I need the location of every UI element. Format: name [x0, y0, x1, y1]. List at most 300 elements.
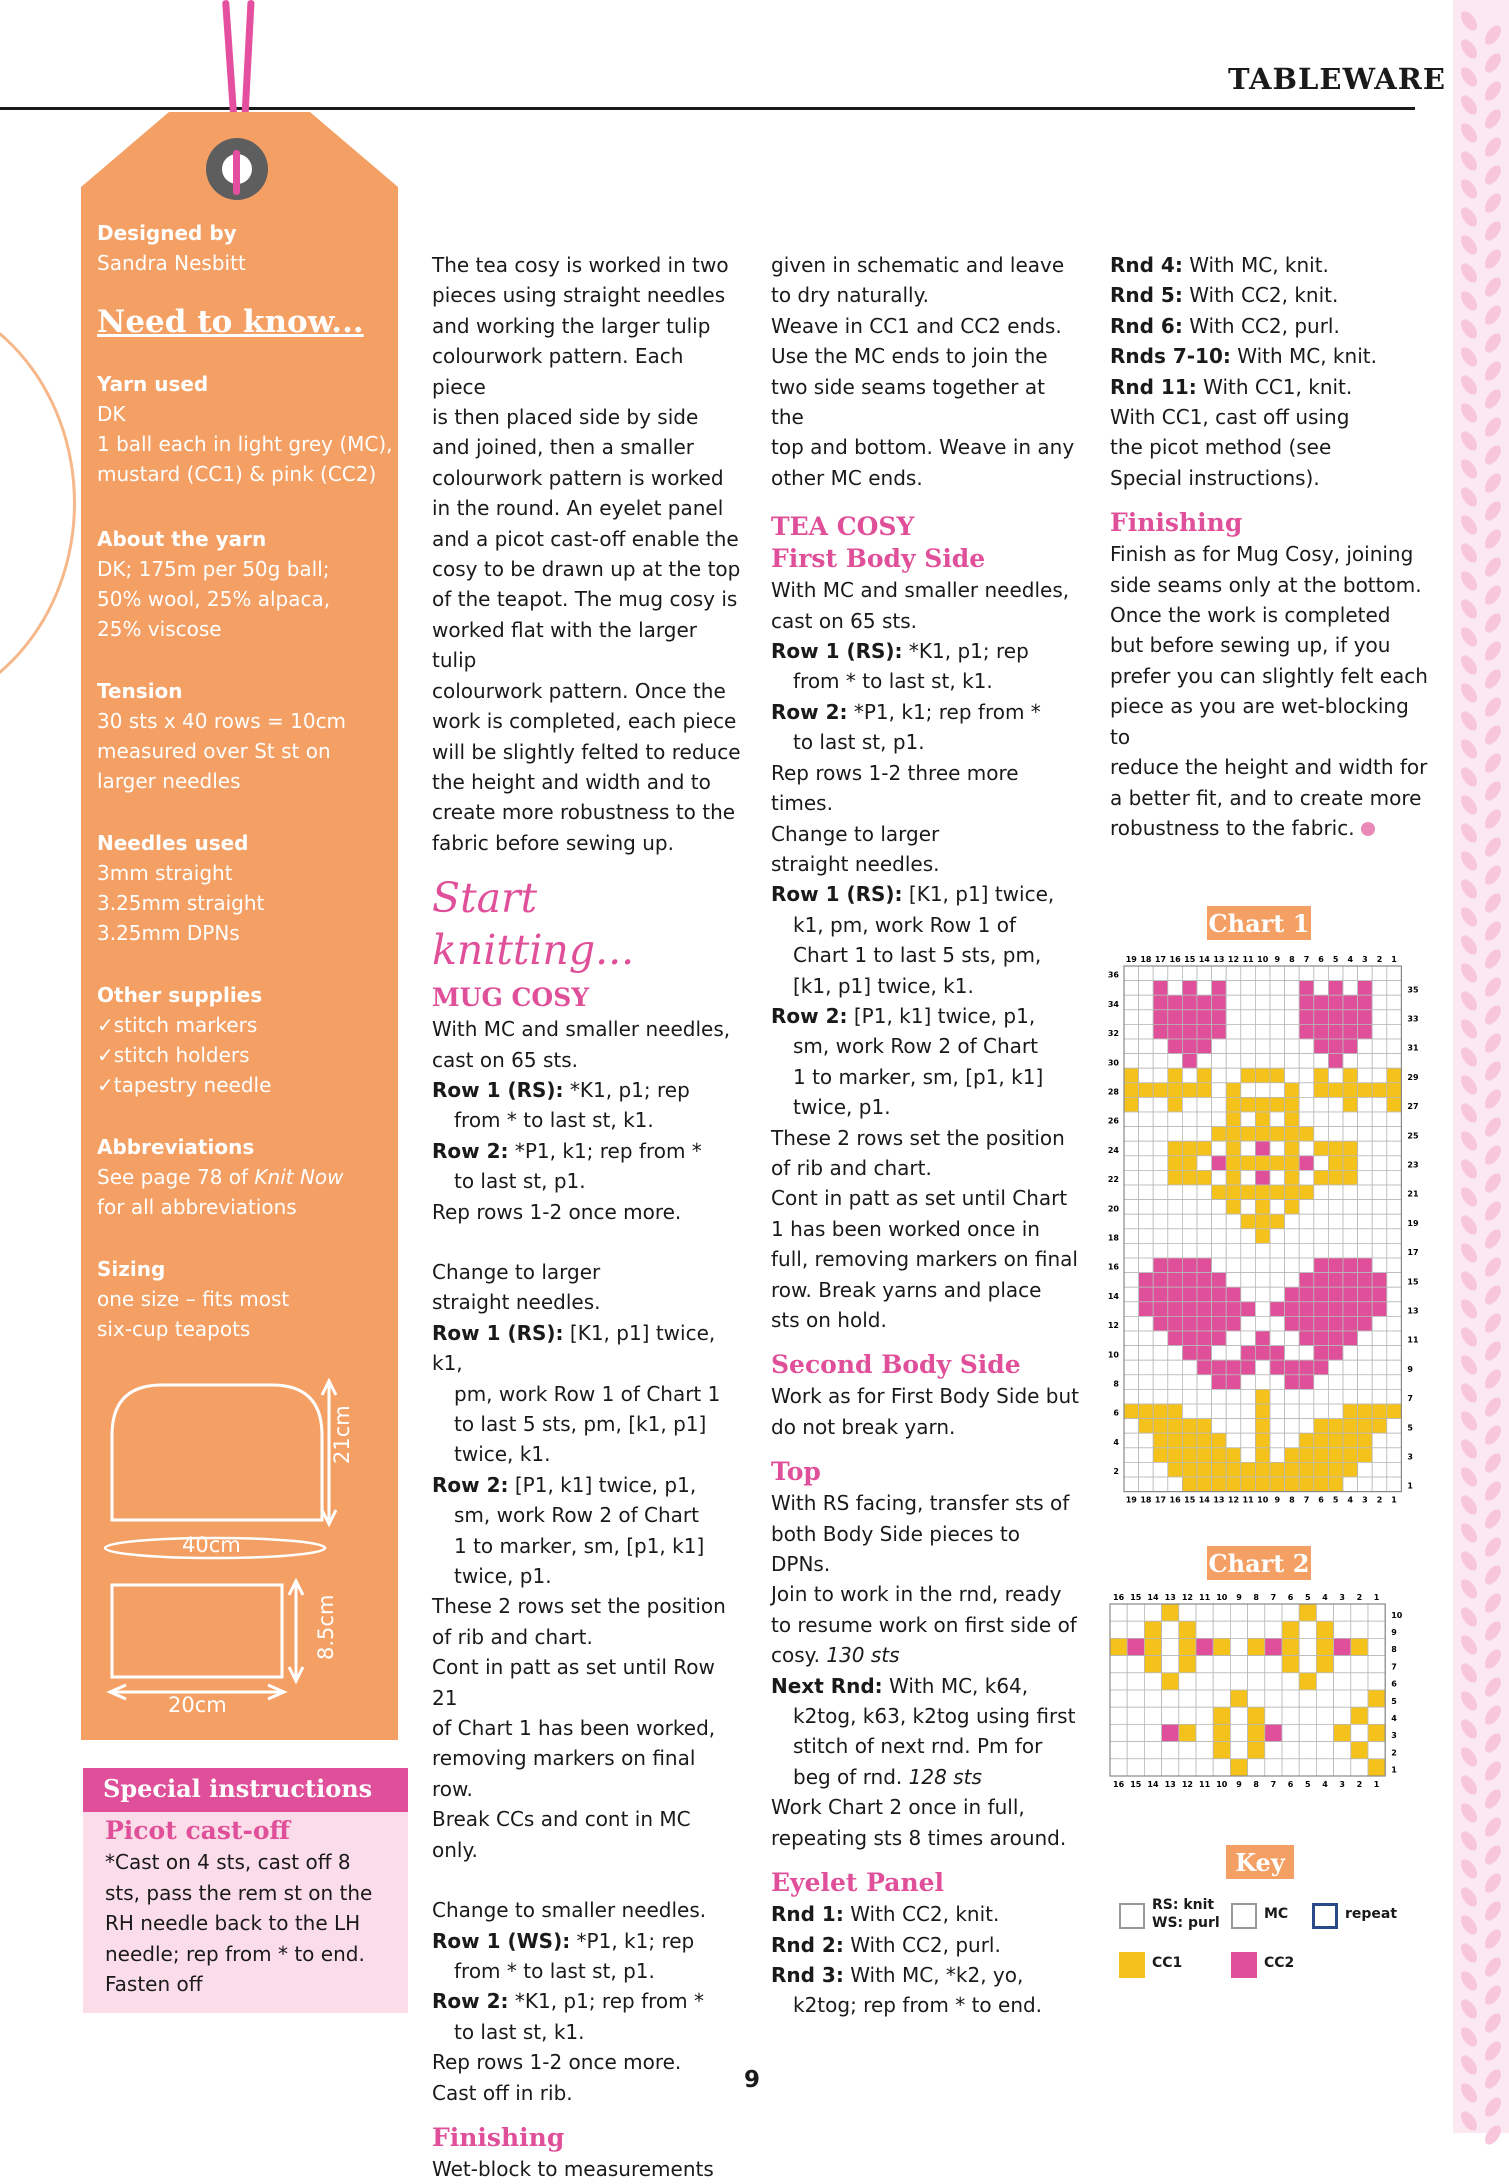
- chart-cell: [1124, 1039, 1139, 1054]
- border-leaf: [1482, 1899, 1504, 1924]
- chart-cell: [1328, 1287, 1343, 1302]
- chart-cell: [1372, 1229, 1387, 1244]
- border-leaf: [1482, 583, 1504, 608]
- chart-cell: [1316, 1621, 1333, 1638]
- chart-cell: [1299, 1419, 1314, 1434]
- tension-line: 30 sts x 40 rows = 10cm: [97, 709, 347, 733]
- chart-cell: [1241, 1243, 1256, 1258]
- chart-cell: [1372, 1360, 1387, 1375]
- row-label: Row 2:: [432, 1472, 509, 1497]
- chart-cell: [1168, 1448, 1183, 1463]
- border-leaf: [1482, 1227, 1504, 1252]
- chart-cell: [1343, 1200, 1358, 1215]
- yarn-used-label: Yarn used: [97, 372, 209, 396]
- chart-cell: [1139, 1068, 1154, 1083]
- chart-cell: [1168, 1127, 1183, 1142]
- designer-name: Sandra Nesbitt: [97, 251, 246, 275]
- border-leaf: [1482, 1283, 1504, 1308]
- border-leaf: [1458, 1885, 1480, 1910]
- chart-cell: [1248, 1673, 1265, 1690]
- chart-cell: [1358, 1083, 1373, 1098]
- chart-cell: [1328, 1477, 1343, 1492]
- row-label: Row 2:: [771, 1003, 848, 1028]
- border-leaf: [1458, 2025, 1480, 2050]
- chart-cell: [1179, 1673, 1196, 1690]
- chart-tick-label: 4: [1322, 1593, 1328, 1602]
- chart-cell: [1124, 1477, 1139, 1492]
- chart-cell: [1343, 1433, 1358, 1448]
- chart-cell: [1110, 1604, 1127, 1621]
- chart-cell: [1153, 1273, 1168, 1288]
- chart-cell: [1299, 1621, 1316, 1638]
- chart-cell: [1196, 1656, 1213, 1673]
- chart-cell: [1212, 1229, 1227, 1244]
- border-leaf: [1458, 289, 1480, 314]
- about-yarn-line: 25% viscose: [97, 617, 222, 641]
- chart-cell: [1328, 1068, 1343, 1083]
- chart-tick-label: 19: [1125, 955, 1137, 964]
- chart-cell: [1226, 1024, 1241, 1039]
- chart-cell: [1153, 1185, 1168, 1200]
- chart-cell: [1124, 1229, 1139, 1244]
- border-leaf: [1458, 1605, 1480, 1630]
- chart-cell: [1162, 1690, 1179, 1707]
- chart-cell: [1316, 1690, 1333, 1707]
- chart-cell: [1139, 995, 1154, 1010]
- text-line: Weave in CC1 and CC2 ends.: [771, 313, 1062, 338]
- chart-cell: [1270, 1287, 1285, 1302]
- chart-row-label: 18: [1107, 1233, 1119, 1243]
- text-line: the height and width and to: [432, 769, 711, 794]
- chart-cell: [1144, 1673, 1161, 1690]
- chart-cell: [1124, 1360, 1139, 1375]
- chart-cell: [1153, 1375, 1168, 1390]
- border-leaf: [1482, 1731, 1504, 1756]
- chart-cell: [1168, 1229, 1183, 1244]
- chart-cell: [1182, 1024, 1197, 1039]
- stitch-count: 128 sts: [908, 1764, 982, 1789]
- text-line: repeating sts 8 times around.: [771, 1825, 1067, 1850]
- rs-knit-label: RS: knit: [1152, 1897, 1215, 1913]
- instruction-row: [432, 1318, 742, 1379]
- chart-cell: [1153, 1360, 1168, 1375]
- chart-cell: [1328, 1010, 1343, 1025]
- chart-cell: [1168, 966, 1183, 981]
- chart-cell: [1387, 1185, 1402, 1200]
- border-leaf: [1482, 303, 1504, 328]
- chart-cell: [1270, 1170, 1285, 1185]
- border-leaf: [1482, 1647, 1504, 1672]
- chart-row-label: 25: [1407, 1131, 1419, 1141]
- row-text: With CC2, knit.: [843, 1902, 1000, 1927]
- chart-cell: [1270, 1200, 1285, 1215]
- chart-row-label: 2: [1113, 1467, 1119, 1477]
- chart-cell: [1197, 1302, 1212, 1317]
- chart-cell: [1226, 1448, 1241, 1463]
- chart-cell: [1230, 1742, 1247, 1759]
- chart-tick-label: 7: [1270, 1780, 1277, 1789]
- chart-cell: [1124, 1316, 1139, 1331]
- chart-cell: [1358, 1287, 1373, 1302]
- chart-cell: [1343, 1214, 1358, 1229]
- chart-row-label: 15: [1407, 1277, 1419, 1287]
- chart-cell: [1139, 1287, 1154, 1302]
- chart-cell: [1182, 1404, 1197, 1419]
- row-text: With MC, k64,: [882, 1673, 1029, 1698]
- chart-cell: [1162, 1638, 1179, 1655]
- chart-cell: [1285, 1229, 1300, 1244]
- instruction-row: [771, 636, 1081, 666]
- border-leaf: [1482, 359, 1504, 384]
- chart-cell: [1212, 1404, 1227, 1419]
- chart-cell: [1372, 1127, 1387, 1142]
- row-label: Rnd 5:: [1110, 283, 1183, 308]
- text-line: from * to last st, k1.: [454, 1108, 654, 1133]
- text-line: from * to last st, p1.: [454, 1958, 655, 1983]
- text-line: fabric before sewing up.: [432, 830, 674, 855]
- chart-cell: [1248, 1690, 1265, 1707]
- ws-purl-label: WS: purl: [1152, 1915, 1220, 1931]
- chart-cell: [1226, 1273, 1241, 1288]
- chart-cell: [1197, 1360, 1212, 1375]
- border-leaf: [1482, 79, 1504, 104]
- chart-cell: [1197, 995, 1212, 1010]
- border-leaf: [1482, 1423, 1504, 1448]
- border-leaf: [1458, 1549, 1480, 1574]
- needles-block: [97, 828, 264, 948]
- top-heading: Top: [771, 1457, 821, 1487]
- border-leaf: [1482, 1563, 1504, 1588]
- row-label: Row 1 (RS):: [432, 1320, 564, 1345]
- chart-cell: [1334, 1724, 1351, 1741]
- instruction-row: [432, 1470, 742, 1500]
- chart-cell: [1124, 1141, 1139, 1156]
- text-line: removing markers on final row.: [432, 1746, 696, 1801]
- chart-cell: [1387, 1200, 1402, 1215]
- chart-cell: [1226, 1097, 1241, 1112]
- border-leaf: [1482, 1199, 1504, 1224]
- chart-cell: [1153, 1200, 1168, 1215]
- chart-cell: [1285, 1433, 1300, 1448]
- text-line: straight needles.: [771, 851, 940, 876]
- text-line: side seams only at the bottom.: [1110, 572, 1422, 597]
- text-line: sts on hold.: [771, 1308, 887, 1332]
- chart-cell: [1299, 1742, 1316, 1759]
- chart-row-label: 16: [1107, 1262, 1119, 1272]
- chart-cell: [1314, 1389, 1329, 1404]
- chart-2-title: Chart 2: [1207, 1546, 1311, 1580]
- chart-cell: [1168, 1273, 1183, 1288]
- chart-cell: [1270, 1112, 1285, 1127]
- chart-cell: [1299, 1141, 1314, 1156]
- chart-tick-label: 9: [1236, 1593, 1242, 1602]
- chart-cell: [1226, 1214, 1241, 1229]
- chart-cell: [1168, 1477, 1183, 1492]
- chart-cell: [1241, 1316, 1256, 1331]
- chart-cell: [1226, 1141, 1241, 1156]
- chart-cell: [1182, 1214, 1197, 1229]
- text-line: With MC and smaller needles,: [432, 1017, 731, 1042]
- chart-tick-label: 1: [1373, 1593, 1380, 1602]
- chart-cell: [1372, 1316, 1387, 1331]
- chart-cell: [1328, 1433, 1343, 1448]
- chart-cell: [1168, 1083, 1183, 1098]
- chart-cell: [1314, 1287, 1329, 1302]
- chart-cell: [1139, 1185, 1154, 1200]
- chart-cell: [1182, 966, 1197, 981]
- chart-cell: [1182, 1287, 1197, 1302]
- chart-cell: [1162, 1604, 1179, 1621]
- chart-cell: [1351, 1742, 1368, 1759]
- chart-cell: [1124, 1419, 1139, 1434]
- chart-cell: [1197, 1156, 1212, 1171]
- chart-tick-label: 7: [1270, 1593, 1277, 1602]
- chart-cell: [1230, 1690, 1247, 1707]
- chart-cell: [1358, 1112, 1373, 1127]
- chart-cell: [1343, 1331, 1358, 1346]
- repeat-label: repeat: [1345, 1906, 1398, 1922]
- chart-cell: [1230, 1621, 1247, 1638]
- chart-cell: [1139, 1112, 1154, 1127]
- text-line: [1110, 813, 1430, 843]
- chart-cell: [1270, 1185, 1285, 1200]
- chart-cell: [1197, 981, 1212, 996]
- border-leaf: [1458, 1745, 1480, 1770]
- chart-cell: [1153, 1316, 1168, 1331]
- row-text: With MC, knit.: [1230, 344, 1377, 369]
- chart-cell: [1197, 1068, 1212, 1083]
- chart-cell: [1255, 1112, 1270, 1127]
- chart-cell: [1127, 1707, 1144, 1724]
- text-line: [k1, p1] twice, k1.: [793, 973, 974, 998]
- chart-cell: [1144, 1707, 1161, 1724]
- border-leaf: [1458, 1717, 1480, 1742]
- chart-cell: [1299, 1243, 1314, 1258]
- chart-cell: [1270, 1448, 1285, 1463]
- chart-cell: [1255, 1185, 1270, 1200]
- chart-cell: [1255, 1097, 1270, 1112]
- chart-cell: [1212, 1375, 1227, 1390]
- chart-cell: [1182, 1433, 1197, 1448]
- chart-cell: [1197, 1083, 1212, 1098]
- chart-row-label: 21: [1407, 1189, 1419, 1199]
- chart-cell: [1213, 1604, 1230, 1621]
- chart-cell: [1127, 1759, 1144, 1776]
- border-leaf: [1458, 905, 1480, 930]
- chart-cell: [1255, 1302, 1270, 1317]
- chart-cell: [1299, 1170, 1314, 1185]
- chart-tick-label: 5: [1332, 955, 1339, 964]
- chart-row-label: 1: [1407, 1481, 1413, 1491]
- row-text: *P1, k1; rep: [570, 1928, 695, 1953]
- chart-cell: [1351, 1621, 1368, 1638]
- row-label: Rnd 3:: [771, 1962, 844, 1987]
- chart-cell: [1124, 1010, 1139, 1025]
- chart-tick-label: 11: [1199, 1593, 1211, 1602]
- chart-cell: [1197, 1448, 1212, 1463]
- chart-tick-label: 12: [1181, 1780, 1193, 1789]
- border-leaf: [1458, 961, 1480, 986]
- chart-cell: [1241, 1287, 1256, 1302]
- chart-cell: [1343, 981, 1358, 996]
- chart-cell: [1282, 1621, 1299, 1638]
- chart-cell: [1241, 1477, 1256, 1492]
- border-leaf: [1458, 653, 1480, 678]
- chart-tick-label: 2: [1376, 955, 1383, 964]
- text-line: a better fit, and to create more: [1110, 785, 1422, 810]
- chart-row-label: 28: [1107, 1087, 1119, 1097]
- chart-cell: [1328, 1229, 1343, 1244]
- row-label: Rnds 7-10:: [1110, 344, 1231, 369]
- chart-cell: [1328, 1185, 1343, 1200]
- chart-cell: [1372, 1097, 1387, 1112]
- row-label: Row 1 (WS):: [432, 1928, 571, 1953]
- chart-tick-label: 3: [1339, 1593, 1345, 1602]
- text-line: sm, work Row 2 of Chart: [454, 1503, 699, 1528]
- chart-cell: [1343, 1024, 1358, 1039]
- border-leaf: [1482, 919, 1504, 944]
- text-line: pieces using straight needles: [432, 283, 726, 308]
- border-leaf: [1482, 1759, 1504, 1784]
- chart-cell: [1299, 1690, 1316, 1707]
- chart-cell: [1372, 1273, 1387, 1288]
- border-leaf: [1458, 345, 1480, 370]
- chart-cell: [1314, 1243, 1329, 1258]
- chart-cell: [1139, 1360, 1154, 1375]
- chart-cell: [1153, 1331, 1168, 1346]
- chart-cell: [1124, 1170, 1139, 1185]
- chart-cell: [1168, 1185, 1183, 1200]
- chart-cell: [1197, 1258, 1212, 1273]
- border-leaf: [1482, 611, 1504, 636]
- chart-cell: [1270, 1083, 1285, 1098]
- text-line: Change to smaller needles.: [432, 1898, 707, 1923]
- chart-cell: [1255, 1039, 1270, 1054]
- chart-cell: [1153, 1389, 1168, 1404]
- chart-cell: [1270, 1156, 1285, 1171]
- chart-cell: [1255, 1360, 1270, 1375]
- text-line: With MC and smaller needles,: [771, 578, 1070, 603]
- chart-cell: [1226, 1127, 1241, 1142]
- chart-cell: [1226, 1462, 1241, 1477]
- chart-cell: [1270, 995, 1285, 1010]
- chart-tick-label: 16: [1169, 1495, 1181, 1505]
- chart-cell: [1241, 1097, 1256, 1112]
- chart-cell: [1328, 1302, 1343, 1317]
- border-leaf: [1458, 1857, 1480, 1882]
- chart-cell: [1212, 1141, 1227, 1156]
- chart-row-label: 3: [1407, 1452, 1413, 1462]
- chart-cell: [1328, 1083, 1343, 1098]
- border-leaf: [1458, 2053, 1480, 2078]
- row-label: Row 1 (RS):: [432, 1077, 564, 1102]
- border-leaf: [1482, 275, 1504, 300]
- chart-cell: [1153, 1258, 1168, 1273]
- chart-cell: [1179, 1759, 1196, 1776]
- chart-cell: [1372, 1389, 1387, 1404]
- chart-cell: [1314, 1331, 1329, 1346]
- page-number: 9: [744, 2067, 761, 2093]
- text-line: will be slightly felted to reduce: [432, 739, 741, 764]
- chart-cell: [1314, 1433, 1329, 1448]
- chart-cell: [1285, 1112, 1300, 1127]
- chart-cell: [1255, 1010, 1270, 1025]
- text-line: to last st, p1.: [793, 730, 925, 755]
- chart-cell: [1241, 1346, 1256, 1361]
- chart-cell: [1270, 1054, 1285, 1069]
- text-line: two side seams together at the: [771, 374, 1045, 430]
- chart-cell: [1270, 1419, 1285, 1434]
- border-leaf: [1458, 2081, 1480, 2106]
- chart-cell: [1334, 1656, 1351, 1673]
- text-line: to resume work on first side of: [771, 1612, 1077, 1637]
- border-leaf: [1482, 1451, 1504, 1476]
- chart-cell: [1314, 1083, 1329, 1098]
- border-leaf: [1482, 1171, 1504, 1196]
- chart-cell: [1212, 1200, 1227, 1215]
- chart-cell: [1282, 1759, 1299, 1776]
- row-label: Row 1 (RS):: [771, 882, 903, 907]
- chart-cell: [1387, 1287, 1402, 1302]
- text-line: The tea cosy is worked in two: [432, 253, 729, 277]
- border-leaf: [1458, 1801, 1480, 1826]
- chart-cell: [1241, 1024, 1256, 1039]
- chart-cell: [1255, 1389, 1270, 1404]
- text-line: cast on 65 sts.: [432, 1047, 578, 1072]
- chart-cell: [1182, 1462, 1197, 1477]
- chart-cell: [1162, 1621, 1179, 1638]
- chart-cell: [1255, 1214, 1270, 1229]
- chart-cell: [1328, 1024, 1343, 1039]
- chart-cell: [1139, 981, 1154, 996]
- border-leaf: [1482, 107, 1504, 132]
- border-leaf: [1482, 2011, 1504, 2036]
- chart-cell: [1328, 1097, 1343, 1112]
- chart-cell: [1351, 1759, 1368, 1776]
- chart-cell: [1196, 1638, 1213, 1655]
- chart-cell: [1372, 966, 1387, 981]
- chart-cell: [1316, 1656, 1333, 1673]
- border-leaf: [1482, 1003, 1504, 1028]
- chart-cell: [1387, 1214, 1402, 1229]
- chart-cell: [1226, 966, 1241, 981]
- repeat-swatch: [1312, 1903, 1338, 1929]
- chart-cell: [1314, 1462, 1329, 1477]
- text-line: *Cast on 4 sts, cast off 8: [105, 1850, 351, 1874]
- intro-text: [432, 250, 742, 858]
- chart-cell: [1387, 1024, 1402, 1039]
- mug-cosy-heading: MUG COSY: [432, 983, 590, 1013]
- chart-cell: [1168, 1141, 1183, 1156]
- chart-cell: [1270, 981, 1285, 996]
- chart-cell: [1139, 1127, 1154, 1142]
- chart-cell: [1226, 1156, 1241, 1171]
- chart-cell: [1255, 1141, 1270, 1156]
- chart-cell: [1182, 1389, 1197, 1404]
- chart-cell: [1127, 1742, 1144, 1759]
- chart-cell: [1127, 1724, 1144, 1741]
- text-line: prefer you can slightly felt each: [1110, 663, 1428, 688]
- chart-cell: [1110, 1673, 1127, 1690]
- chart-cell: [1314, 1068, 1329, 1083]
- chart-cell: [1197, 1477, 1212, 1492]
- chart-cell: [1110, 1621, 1127, 1638]
- chart-cell: [1328, 1346, 1343, 1361]
- chart-tick-label: 3: [1362, 955, 1368, 964]
- chart-cell: [1387, 966, 1402, 981]
- mc-swatch: [1231, 1903, 1257, 1929]
- chart-cell: [1358, 1462, 1373, 1477]
